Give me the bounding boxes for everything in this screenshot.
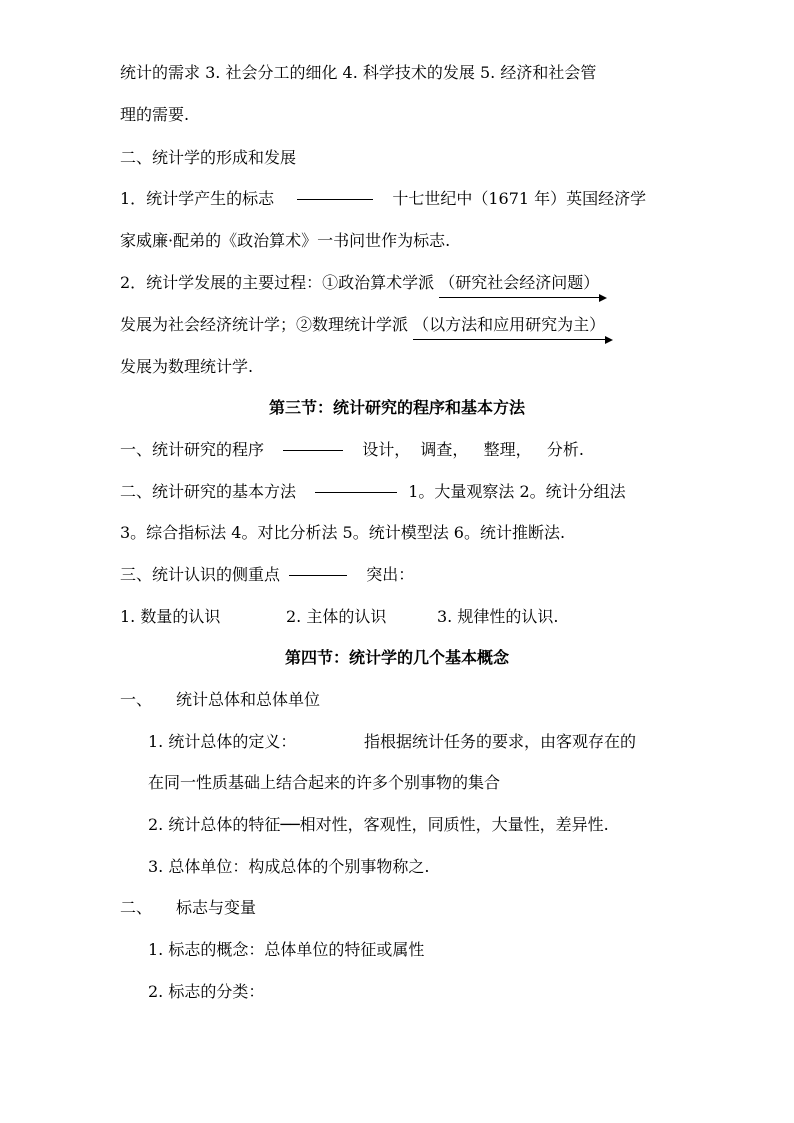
text: 三、统计认识的侧重点 [120, 565, 281, 584]
text: 设计， 调查， 整理， 分析. [362, 440, 584, 459]
text: 1．统计学产生的标志 [120, 189, 275, 208]
arrow-head-icon [605, 336, 613, 344]
arrow-line [413, 339, 611, 340]
text: 3。综合指标法 4。对比分析法 5。统计模型法 6。统计推断法. [120, 523, 566, 542]
paragraph-line [120, 564, 414, 586]
text: 第四节：统计学的几个基本概念 [284, 648, 509, 667]
dash-rule [297, 199, 373, 200]
paragraph-line [120, 188, 646, 210]
paragraph-line [148, 939, 424, 961]
text: 2. 统计总体的特征──相对性，客观性，同质性，大量性，差异性. [148, 815, 609, 834]
chapter-heading [0, 397, 794, 419]
text: 2. 标志的分类： [148, 982, 265, 1001]
text: 发展为数理统计学. [120, 357, 254, 376]
paragraph-line [120, 62, 596, 84]
text: 标志与变量 [176, 898, 257, 917]
paragraph-line [148, 731, 636, 753]
text: 3. 总体单位：构成总体的个别事物称之. [148, 857, 430, 876]
dash-rule [283, 450, 343, 451]
chapter-heading [0, 647, 794, 669]
text: 1。大量观察法 2。统计分组法 [408, 482, 626, 501]
arrow-line [439, 297, 605, 298]
text: 在同一性质基础上结合起来的许多个别事物的集合 [148, 773, 501, 792]
paragraph-line [120, 522, 565, 544]
arrow-underline [413, 314, 605, 336]
text: 1. 统计总体的定义： [148, 732, 297, 751]
text: 十七世纪中（1671 年）英国经济学 [392, 189, 647, 208]
text: 统计总体和总体单位 [176, 690, 321, 709]
text: 突出： [366, 565, 415, 584]
text: 统计的需求 3. 社会分工的细化 4. 科学技术的发展 5. 经济和社会管 [120, 63, 597, 82]
text: 理的需要. [120, 105, 190, 124]
text: 发展为社会经济统计学；②数理统计学派 [120, 315, 409, 334]
text: （研究社会经济问题） [439, 273, 600, 292]
paragraph-line [120, 272, 599, 294]
text: 二、统计研究的基本方法 [120, 482, 297, 501]
arrow-underline [439, 272, 599, 294]
text: 指根据统计任务的要求，由客观存在的 [364, 732, 637, 751]
paragraph-line [148, 856, 429, 878]
text: 1. 标志的概念：总体单位的特征或属性 [148, 940, 425, 959]
text: 二、统计学的形成和发展 [120, 148, 297, 167]
text: 2. 主体的认识 [286, 607, 387, 626]
text: 二、 [120, 898, 153, 917]
dash-rule [289, 575, 347, 576]
text: 第三节：统计研究的程序和基本方法 [268, 398, 525, 417]
paragraph-line [120, 356, 253, 378]
text: 1. 数量的认识 [120, 607, 221, 626]
paragraph-line [120, 314, 605, 336]
text: 一、统计研究的程序 [120, 440, 265, 459]
text: 2．统计学发展的主要过程：①政治算术学派 [120, 273, 435, 292]
section-heading [120, 147, 296, 169]
paragraph-line [120, 481, 626, 503]
dash-rule [315, 492, 397, 493]
paragraph-line [120, 606, 558, 628]
paragraph-line [120, 439, 584, 461]
paragraph-line [148, 981, 264, 1003]
text: 3. 规律性的认识. [437, 607, 559, 626]
text: 家威廉·配弟的《政治算术》一书问世作为标志. [120, 231, 451, 250]
paragraph-line [148, 814, 609, 836]
text: 一、 [120, 690, 153, 709]
arrow-head-icon [599, 294, 607, 302]
paragraph-line [120, 104, 189, 126]
text: （以方法和应用研究为主） [413, 315, 606, 334]
paragraph-line [120, 230, 450, 252]
section-heading [120, 689, 320, 711]
paragraph-line [148, 772, 500, 794]
section-heading [120, 897, 256, 919]
